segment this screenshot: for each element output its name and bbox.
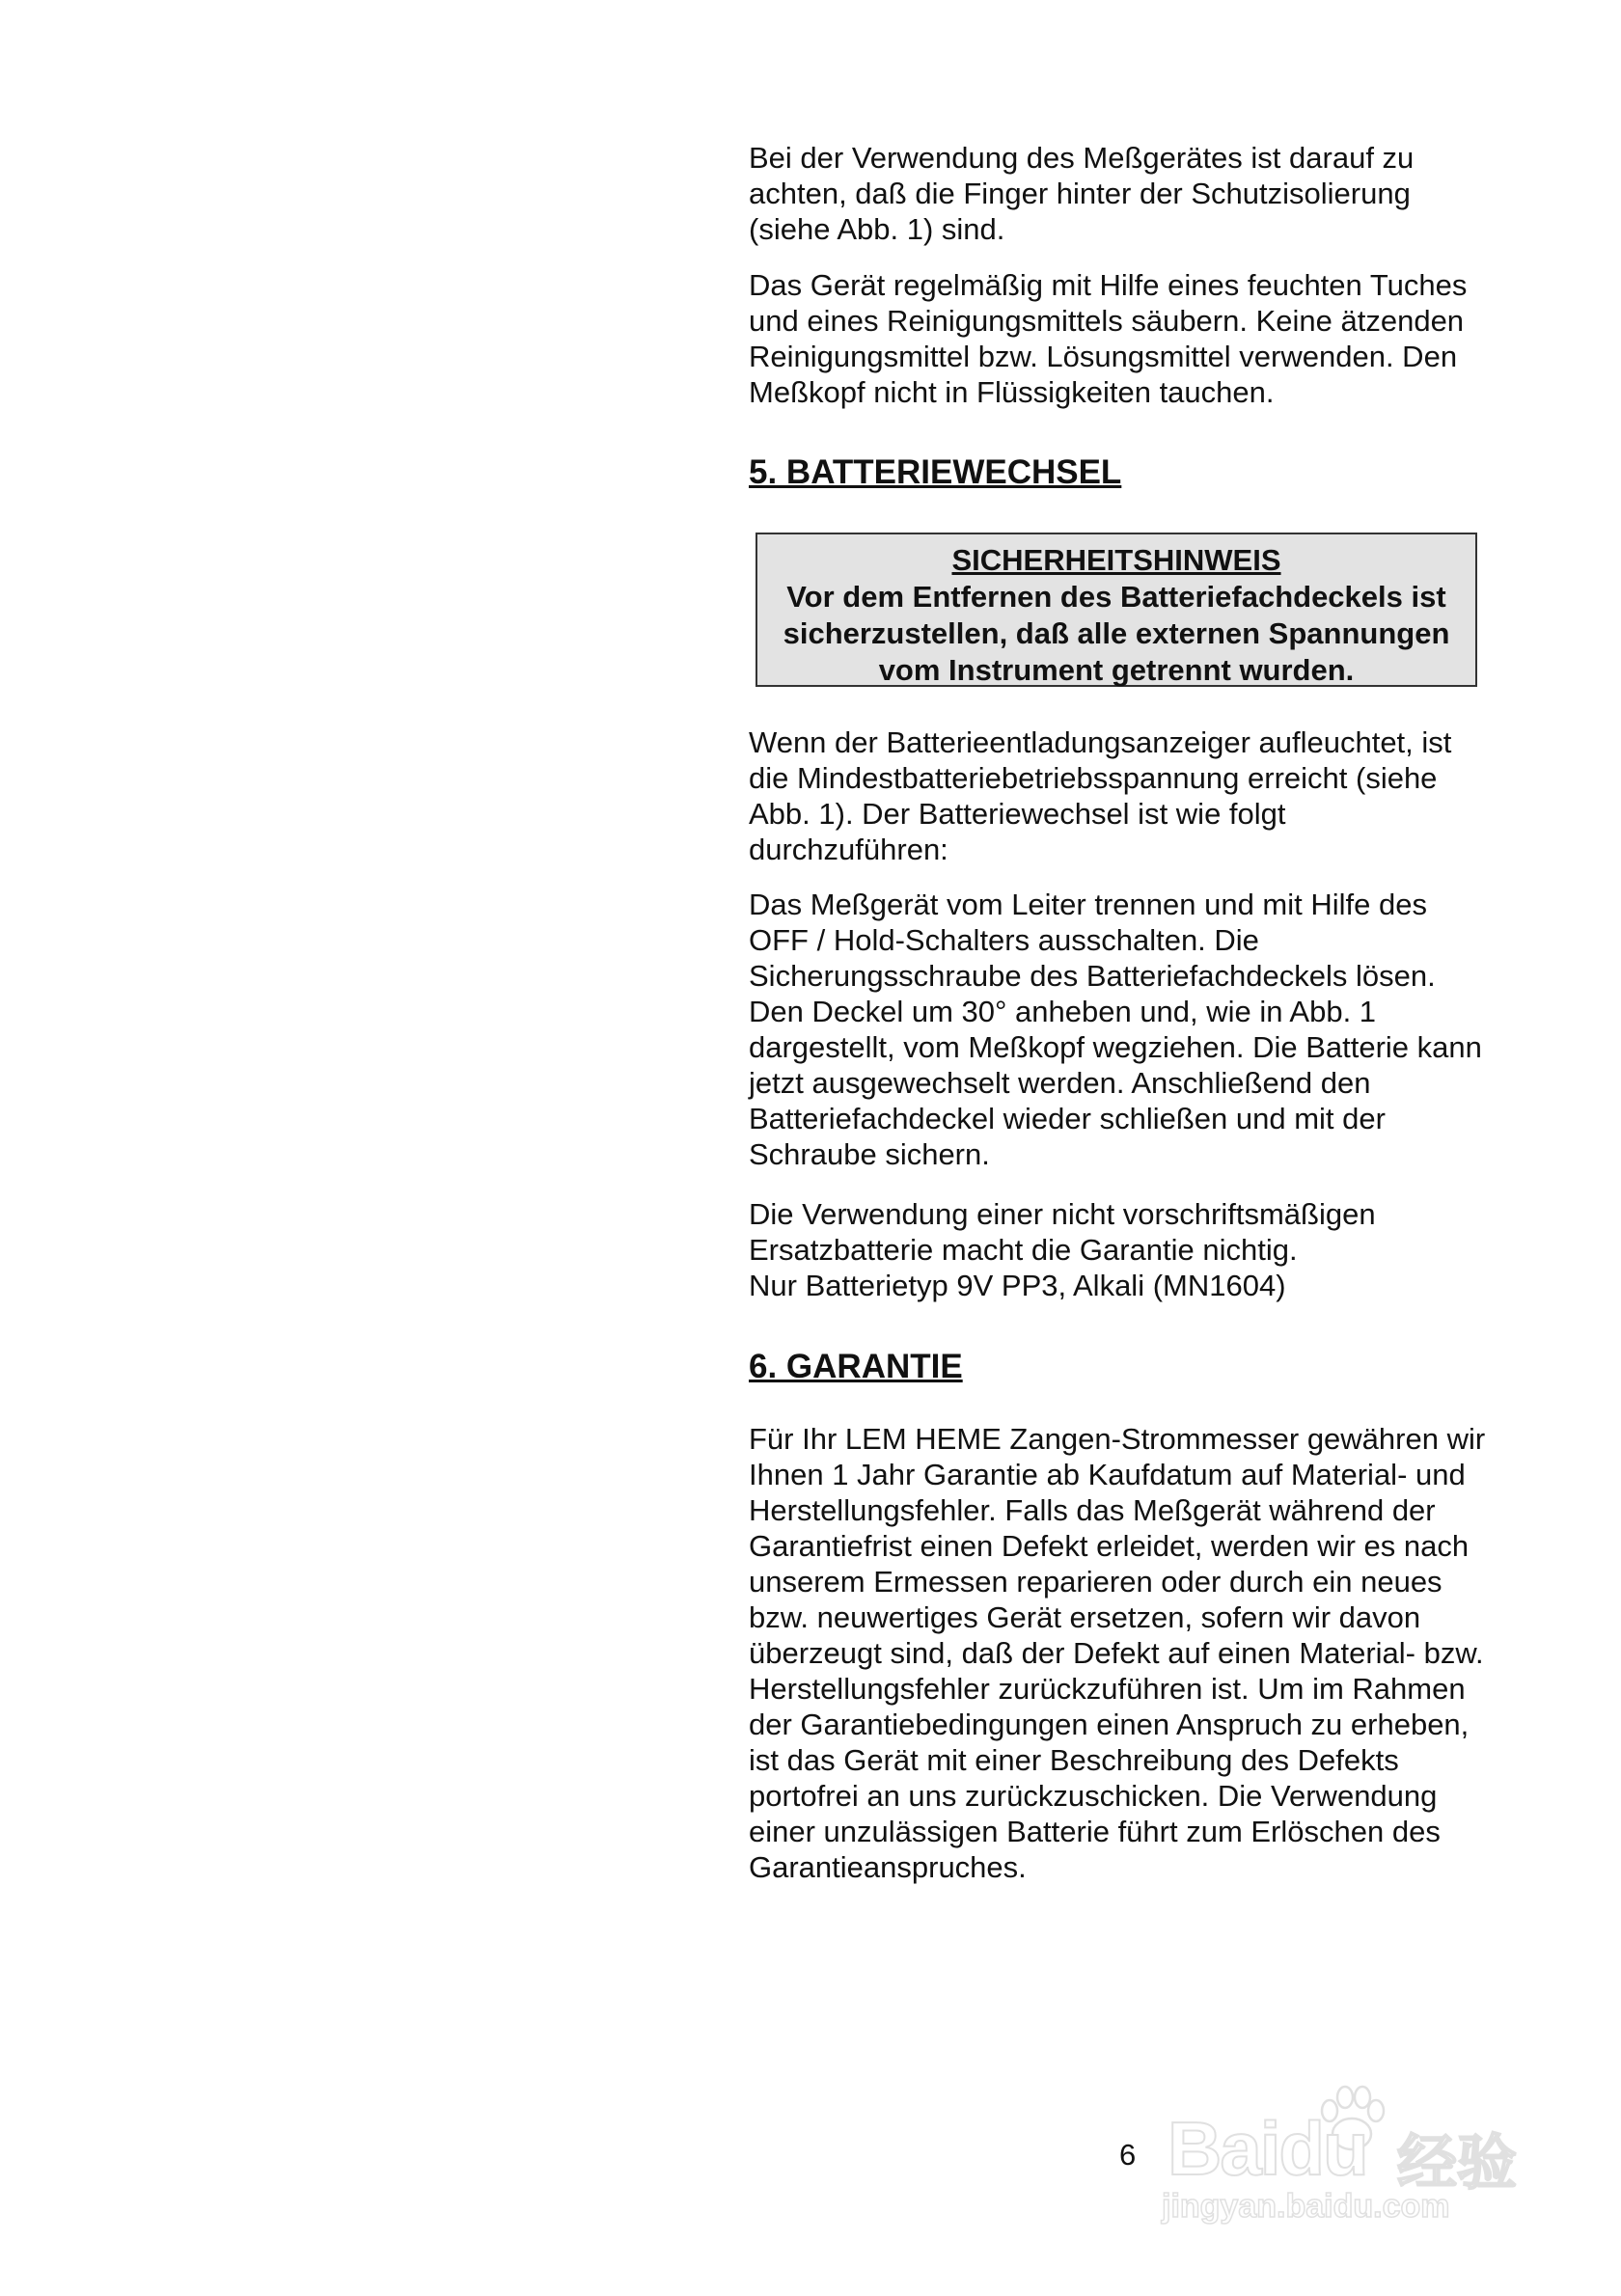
- text-line: Garantieanspruches.: [749, 1850, 1027, 1884]
- text-line: Das Meßgerät vom Leiter trennen und mit Hilfe des: [749, 888, 1427, 921]
- warning-line: vom Instrument getrennt wurden.: [878, 653, 1355, 687]
- text-line: achten, daß die Finger hinter der Schutzisolierung: [749, 177, 1411, 210]
- text-line: Meßkopf nicht in Flüssigkeiten tauchen.: [749, 375, 1275, 409]
- warning-line: sicherzustellen, daß alle externen Spannungen: [783, 616, 1450, 650]
- text-line: ist das Gerät mit einer Beschreibung des Defekts: [749, 1743, 1399, 1777]
- text-line: durchzuführen:: [749, 833, 948, 866]
- paragraph-cleaning: [749, 267, 1540, 410]
- section-heading-warranty: 6. GARANTIE: [749, 1348, 963, 1385]
- text-line: Das Gerät regelmäßig mit Hilfe eines feuchten Tuches: [749, 268, 1468, 302]
- text-line: OFF / Hold-Schalters ausschalten. Die: [749, 923, 1259, 957]
- page-number: 6: [1119, 2138, 1137, 2172]
- paragraph-battery-type: [749, 1196, 1540, 1303]
- paragraph-finger-safety: [749, 140, 1540, 247]
- text-line: Batteriefachdeckel wieder schließen und mit der: [749, 1102, 1386, 1135]
- text-line: Für Ihr LEM HEME Zangen-Strommesser gewähren wir: [749, 1422, 1486, 1456]
- watermark-chinese: 经验: [1397, 2127, 1518, 2198]
- paragraph-battery-procedure: [749, 887, 1540, 1172]
- text-line: Die Verwendung einer nicht vorschriftsmäßigen: [749, 1197, 1376, 1231]
- text-line: überzeugt sind, daß der Defekt auf einen Material- bzw.: [749, 1636, 1484, 1670]
- text-line: der Garantiebedingungen einen Anspruch zu erheben,: [749, 1708, 1470, 1741]
- text-line: unserem Ermessen reparieren oder durch ein neues: [749, 1565, 1442, 1599]
- text-line: bzw. neuwertiges Gerät ersetzen, sofern wir davon: [749, 1600, 1421, 1634]
- text-line: Den Deckel um 30° anheben und, wie in Abb. 1: [749, 995, 1377, 1028]
- text-line: und eines Reinigungsmittels säubern. Keine ätzenden: [749, 304, 1465, 338]
- text-line: Reinigungsmittel bzw. Lösungsmittel verwenden. Den: [749, 340, 1458, 373]
- text-line: Nur Batterietyp 9V PP3, Alkali (MN1604): [749, 1269, 1286, 1302]
- text-line: Ihnen 1 Jahr Garantie ab Kaufdatum auf Material- und: [749, 1458, 1466, 1491]
- text-line: Sicherungsschraube des Batteriefachdeckels lösen.: [749, 959, 1436, 993]
- text-line: Herstellungsfehler zurückzuführen ist. Um im Rahmen: [749, 1672, 1466, 1706]
- warning-line: Vor dem Entfernen des Batteriefachdeckels ist: [786, 580, 1446, 614]
- text-line: (siehe Abb. 1) sind.: [749, 212, 1005, 246]
- text-line: jetzt ausgewechselt werden. Anschließend den: [749, 1066, 1371, 1100]
- text-line: Garantiefrist einen Defekt erleidet, werden wir es nach: [749, 1529, 1470, 1563]
- text-line: Abb. 1). Der Batteriewechsel ist wie folgt: [749, 797, 1286, 831]
- safety-warning-box: [756, 533, 1477, 687]
- text-line: Wenn der Batterieentladungsanzeiger aufleuchtet, ist: [749, 725, 1452, 759]
- watermark-url: jingyan.baidu.com: [1162, 2188, 1450, 2225]
- baidu-watermark: [1154, 2076, 1540, 2240]
- text-line: Ersatzbatterie macht die Garantie nichtig.: [749, 1233, 1298, 1267]
- text-line: Bei der Verwendung des Meßgerätes ist darauf zu: [749, 141, 1415, 175]
- text-line: Schraube sichern.: [749, 1137, 990, 1171]
- section-heading-battery-change: 5. BATTERIEWECHSEL: [749, 453, 1122, 491]
- text-line: portofrei an uns zurückzuschicken. Die Verwendung: [749, 1779, 1438, 1813]
- paragraph-warranty-terms: [749, 1421, 1540, 1885]
- text-line: einer unzulässigen Batterie führt zum Erlöschen des: [749, 1815, 1441, 1848]
- text-line: Herstellungsfehler. Falls das Meßgerät während der: [749, 1493, 1436, 1527]
- text-line: dargestellt, vom Meßkopf wegziehen. Die Batterie kann: [749, 1030, 1482, 1064]
- warning-title: SICHERHEITSHINWEIS: [951, 543, 1281, 577]
- text-line: die Mindestbatteriebetriebsspannung erreicht (siehe: [749, 761, 1438, 795]
- paragraph-battery-indicator: [749, 724, 1540, 867]
- watermark-brand: Baidu: [1168, 2106, 1367, 2191]
